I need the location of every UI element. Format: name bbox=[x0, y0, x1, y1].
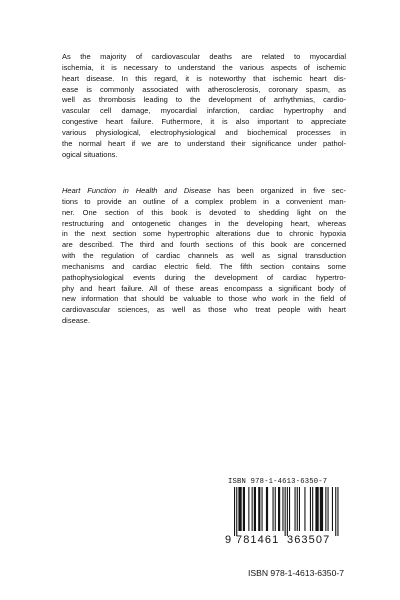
barcode-bar bbox=[325, 487, 326, 531]
barcode-bar bbox=[295, 487, 296, 531]
paragraph-line: new information that should be valuable to those who work in the field of bbox=[62, 294, 346, 304]
barcode-first-digit: 9 bbox=[225, 534, 232, 546]
barcode-bar bbox=[258, 487, 260, 531]
paragraph-line: congestive heart failure. Futhermore, it is also important to appreciate bbox=[62, 117, 346, 127]
description-paragraph-1 bbox=[62, 52, 346, 160]
paragraph-line: mechanisms and cardiac electric field. The fifth section contains some bbox=[62, 261, 346, 271]
paragraph-line: ner. One section of this book is devoted to shedding light on the bbox=[62, 207, 346, 217]
barcode-bar bbox=[234, 487, 235, 536]
barcode-bar bbox=[297, 487, 298, 531]
paragraph-line: ease is commonly associated with atherosclerosis, coronary spasm, as bbox=[62, 84, 346, 94]
paragraph-line: the normal heart if we are to understand their significance under pathol- bbox=[62, 138, 346, 148]
paragraph-line: As the majority of cardiovascular deaths are related to myocardial bbox=[62, 52, 346, 61]
paragraph-line: restructuring and ontogenetic changes in the developing heart, whereas bbox=[62, 218, 346, 228]
isbn-barcode bbox=[225, 478, 343, 556]
barcode-bar bbox=[252, 487, 253, 531]
barcode-bar bbox=[275, 487, 276, 531]
book-title: Heart Function in Health and Disease bbox=[62, 186, 211, 195]
paragraph-line: in the next section some hypertrophic alterations due to chronic hypoxia bbox=[62, 229, 346, 239]
first-line-text: has been organized in five sec- bbox=[210, 186, 346, 195]
paragraph-line: tions to provide an outline of a complex problem in a convenient man- bbox=[62, 196, 346, 206]
barcode-bars bbox=[225, 487, 343, 537]
isbn-text: ISBN 978-1-4613-6350-7 bbox=[247, 568, 344, 578]
barcode-bar bbox=[273, 487, 274, 531]
barcode-bar bbox=[285, 487, 286, 536]
barcode-bar bbox=[248, 487, 249, 531]
paragraph-line: vascular cell damage, myocardial infarction, cardiac hypertrophy and bbox=[62, 106, 346, 116]
barcode-bar bbox=[337, 487, 338, 536]
barcode-bar bbox=[304, 487, 305, 531]
barcode-left-digits: 781461 bbox=[236, 534, 280, 546]
paragraph-line: are described. The third and fourth sections of this book are concerned bbox=[62, 240, 346, 250]
paragraph-line: phy and heart failure. All of these areas encompass a significant body of bbox=[62, 283, 346, 293]
paragraph-line: cardiovascular sciences, as well as those who treat people with heart bbox=[62, 305, 346, 315]
barcode-bar bbox=[243, 487, 245, 531]
barcode-bar bbox=[266, 487, 268, 531]
barcode-bar bbox=[299, 487, 300, 531]
barcode-bar bbox=[310, 487, 311, 531]
barcode-bar bbox=[328, 487, 329, 531]
paragraph-line: well as thrombosis leading to the development of arrhythmias, cardio- bbox=[62, 95, 346, 105]
paragraph-line: various physiological, electrophysiological and biochemical processes in bbox=[62, 127, 346, 137]
barcode-bar bbox=[278, 487, 280, 531]
paragraph-line: disease. bbox=[62, 316, 90, 326]
barcode-bar bbox=[320, 487, 323, 531]
paragraph-line: with the regulation of cardiac channels as well as signal transduction bbox=[62, 251, 346, 261]
barcode-bar bbox=[282, 487, 283, 531]
barcode-right-digits: 363507 bbox=[287, 534, 331, 546]
paragraph-line: pathophysiological events during the development of cardiac hypertro- bbox=[62, 272, 346, 282]
barcode-bar bbox=[332, 487, 333, 531]
paragraph-line: ogical situations. bbox=[62, 149, 118, 159]
barcode-bar bbox=[315, 487, 318, 531]
barcode-bar bbox=[289, 487, 290, 531]
barcode-bar bbox=[254, 487, 256, 531]
paragraph-line: heart disease. In this regard, it is noteworthy that ischemic heart dis- bbox=[62, 73, 346, 83]
barcode-bar bbox=[238, 487, 241, 531]
barcode-bar bbox=[287, 487, 288, 536]
barcode-isbn-label: ISBN 978-1-4613-6350-7 bbox=[228, 478, 328, 486]
paragraph-first-line bbox=[62, 186, 346, 197]
barcode-bar bbox=[335, 487, 336, 536]
barcode-bar bbox=[262, 487, 263, 531]
description-paragraph-2 bbox=[62, 186, 346, 327]
paragraph-line: ischemia, it is necessary to understand the various aspects of ischemic bbox=[62, 62, 346, 72]
barcode-bar bbox=[312, 487, 313, 531]
barcode-bar bbox=[236, 487, 237, 536]
